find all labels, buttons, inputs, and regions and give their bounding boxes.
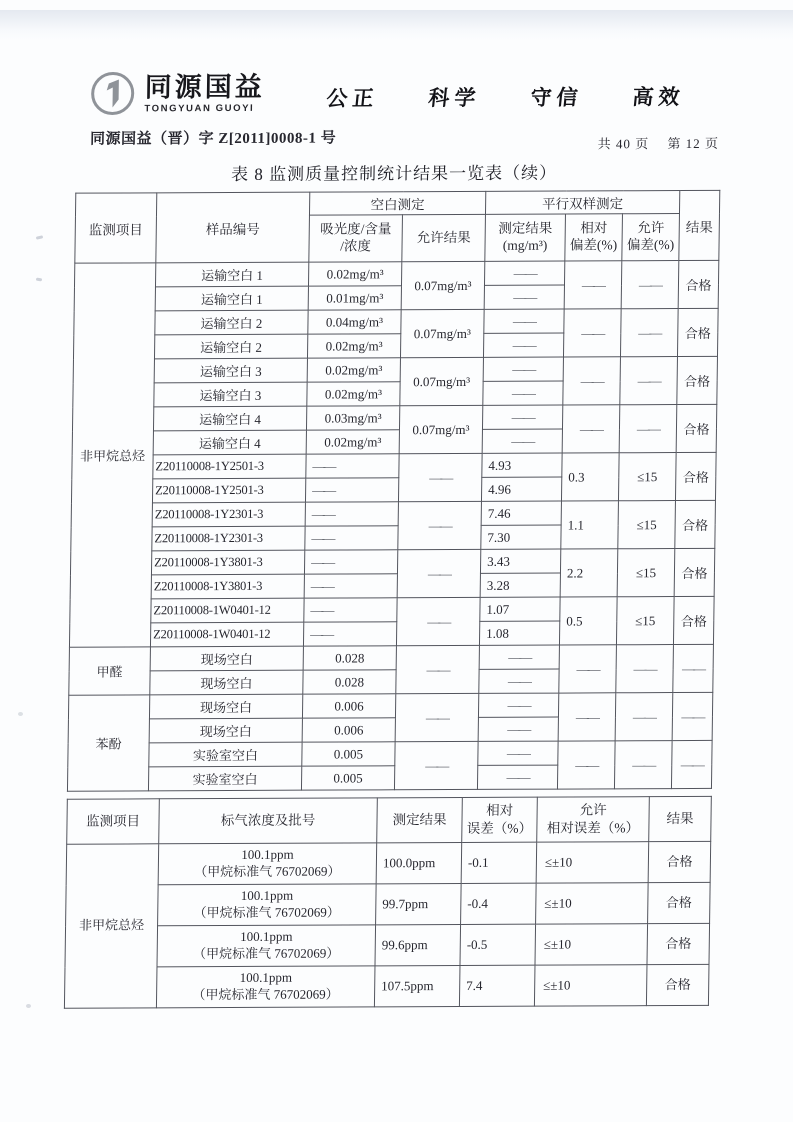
cell-allow: —— (394, 741, 478, 789)
cell-meas: —— (483, 333, 563, 357)
cell-meas: 3.43 (480, 549, 560, 573)
cell-adev: ≤15 (618, 501, 676, 549)
col-header-rel-dev (565, 214, 623, 261)
cell-meas: —— (482, 405, 562, 429)
cell-sample: Z20110008-1Y2301-3 (152, 526, 305, 551)
cell-sample: 运输空白 3 (154, 382, 307, 407)
cell-sample: 实验室空白 (149, 742, 302, 767)
cell-dev: —— (559, 645, 617, 693)
company-logo (88, 69, 265, 118)
cell-meas: —— (484, 285, 564, 309)
cell-blank: —— (304, 574, 397, 598)
cell-dev: 0.3 (561, 453, 619, 501)
cell-dev: 1.1 (561, 501, 619, 549)
cell-meas: —— (479, 669, 559, 693)
table-row (65, 923, 710, 967)
col-header-project: 监测项目 (75, 193, 157, 263)
col-header-measured-line1: 测定结果 (498, 220, 553, 236)
col-header-rel-error (462, 797, 538, 842)
cell-blank: 0.02mg/m³ (307, 334, 400, 358)
col-header-allowed-rel-error (537, 797, 650, 842)
cell-meas: 3.28 (480, 573, 560, 597)
logo-circle-1-icon (88, 69, 137, 117)
cell-blank: —— (304, 598, 397, 622)
col-header-allowed-rel-error-line1: 允许 (579, 802, 607, 818)
cell-adev: ≤15 (618, 453, 676, 501)
cell-allowed-err: ≤±10 (534, 965, 647, 1006)
col-header-rel-dev-line2: 偏差(%) (569, 237, 618, 253)
table-row (68, 740, 712, 767)
cell-meas: —— (478, 693, 558, 717)
cell-sample: 运输空白 4 (153, 430, 306, 455)
cell-sample: Z20110008-1W0401-12 (150, 622, 303, 647)
table-row (72, 404, 716, 431)
cell-err: -0.4 (461, 883, 537, 924)
cell-result: 合格 (675, 500, 716, 548)
cell-result: —— (673, 644, 714, 692)
cell-blank: —— (303, 622, 396, 646)
cell-blank: 0.02mg/m³ (306, 430, 399, 454)
table-header-row (67, 796, 712, 844)
slogan-word: 公正 (325, 87, 380, 111)
cell-sample: Z20110008-1Y2501-3 (153, 454, 306, 479)
cell-meas: 4.96 (481, 477, 561, 501)
col-header-result: 结果 (649, 796, 712, 841)
cell-blank: —— (305, 502, 398, 526)
cell-dev: 2.2 (560, 549, 618, 597)
cell-blank: 0.02mg/m³ (308, 262, 401, 286)
cell-blank: 0.028 (303, 646, 396, 670)
cell-blank: 0.028 (303, 670, 396, 694)
cell-result: 合格 (675, 452, 716, 500)
cell-allow: —— (397, 549, 481, 597)
col-header-rel-error-line2: 误差（%） (466, 820, 533, 836)
col-header-allowed-rel-error-line2: 相对误差（%） (546, 820, 640, 836)
cell-meas: 107.5ppm (374, 965, 460, 1006)
cell-adev: —— (620, 357, 678, 405)
col-header-absorbance (309, 215, 403, 262)
col-header-measured-line2: (mg/m³) (502, 237, 548, 253)
cell-blank: —— (306, 454, 399, 478)
col-group-parallel: 平行双样测定 (485, 191, 679, 215)
cell-result: 合格 (648, 882, 711, 923)
cell-sample: Z20110008-1Y2501-3 (152, 478, 305, 503)
cell-dev: —— (557, 741, 615, 789)
table-row (74, 308, 718, 335)
page-current: 第 12 页 (667, 135, 720, 152)
table-row (71, 500, 715, 527)
slogan (326, 81, 730, 113)
col-header-rel-dev-line1: 相对 (580, 220, 608, 236)
slogan-word: 高效 (631, 86, 686, 110)
cell-sample: Z20110008-1Y3801-3 (151, 550, 304, 575)
col-group-blank: 空白测定 (309, 191, 485, 215)
cell-allow: 0.07mg/m³ (399, 405, 483, 453)
cell-meas: 100.0ppm (376, 842, 462, 883)
table-row (64, 964, 709, 1008)
col-header-sample: 样品编号 (156, 192, 310, 263)
letterhead (0, 67, 792, 118)
cell-blank: 0.02mg/m³ (307, 358, 400, 382)
cell-adev: —— (621, 261, 679, 309)
cell-adev: ≤15 (617, 549, 675, 597)
cell-result: 合格 (646, 964, 709, 1005)
cell-blank: 0.006 (302, 694, 395, 718)
cell-meas: 4.93 (482, 453, 562, 477)
cell-blank: —— (304, 550, 397, 574)
table-row (70, 548, 714, 575)
cell-allow: —— (398, 501, 482, 549)
cell-std-gas-batch: （甲烷标准气 76702069） (194, 863, 341, 880)
cell-blank: 0.005 (301, 766, 394, 790)
cell-dev: 0.5 (559, 597, 617, 645)
brand-name-cn: 同源国益 (144, 71, 265, 103)
col-header-allowed-dev-line1: 允许 (637, 220, 665, 236)
cell-dev: —— (563, 357, 621, 405)
table-row (73, 356, 717, 383)
col-header-measured (485, 214, 566, 261)
cell-std-gas (156, 966, 375, 1008)
table-row (74, 260, 718, 287)
cell-err: -0.5 (460, 924, 536, 965)
cell-result: 合格 (648, 841, 711, 882)
cell-err: 7.4 (459, 965, 535, 1006)
cell-result: —— (672, 692, 713, 740)
cell-meas: 1.07 (480, 597, 560, 621)
cell-adev: —— (620, 309, 678, 357)
cell-sample: 运输空白 2 (155, 310, 308, 335)
cell-sample: 运输空白 1 (155, 262, 308, 287)
cell-result: 合格 (647, 923, 710, 964)
cell-meas: —— (484, 309, 564, 333)
cell-adev: —— (614, 741, 672, 789)
table-row (66, 882, 711, 926)
cell-meas: —— (482, 429, 562, 453)
slogan-word: 科学 (427, 86, 482, 111)
cell-adev: —— (619, 405, 677, 453)
cell-result: 合格 (677, 356, 718, 404)
col-header-allowed-result: 允许结果 (402, 214, 486, 261)
col-header-absorbance-line1: 吸光度/含量 (320, 221, 392, 237)
cell-meas: —— (483, 381, 563, 405)
col-header-rel-error-line1: 相对 (486, 803, 514, 819)
cell-result: 合格 (676, 404, 717, 452)
cell-meas: 99.7ppm (376, 883, 462, 924)
slogan-word: 守信 (529, 86, 584, 110)
cell-blank: 0.006 (302, 718, 395, 742)
cell-sample: 现场空白 (150, 670, 303, 695)
cell-sample: 运输空白 4 (153, 406, 306, 431)
table-title: 表 8 监测质量控制统计结果一览表（续） (230, 163, 558, 184)
cell-blank: 0.01mg/m³ (308, 286, 401, 310)
cell-meas: —— (478, 717, 558, 741)
col-header-allowed-dev-line2: 偏差(%) (626, 237, 675, 253)
document-number: 同源国益（晋）字 Z[2011]0008-1 号 (89, 130, 337, 148)
cell-std-gas-batch: （甲烷标准气 76702069） (192, 945, 340, 962)
cell-sample: 现场空白 (149, 718, 302, 743)
cell-std-gas-conc: 100.1ppm (240, 887, 294, 904)
cell-std-gas (158, 843, 377, 885)
cell-dev: —— (558, 693, 616, 741)
table-header-row (75, 190, 719, 216)
cell-project: 非甲烷总烃 (64, 844, 158, 1008)
cell-blank: 0.005 (302, 742, 395, 766)
cell-allow: —— (398, 453, 482, 501)
cell-allowed-err: ≤±10 (536, 883, 649, 924)
table-row (68, 692, 712, 719)
cell-sample: 运输空白 3 (154, 358, 307, 383)
cell-err: -0.1 (461, 842, 537, 883)
col-header-std-gas: 标气浓度及批号 (159, 798, 378, 844)
cell-allow: 0.07mg/m³ (401, 261, 485, 309)
table-row (66, 841, 711, 885)
cell-sample: 实验室空白 (148, 766, 301, 791)
cell-result: 合格 (678, 260, 719, 308)
cell-allow: —— (396, 645, 480, 693)
cell-sample: 运输空白 1 (155, 286, 308, 311)
cell-allow: —— (396, 597, 480, 645)
cell-meas: 1.08 (479, 621, 559, 645)
cell-sample: Z20110008-1W0401-12 (151, 598, 304, 623)
col-header-measured: 测定结果 (377, 797, 463, 842)
cell-meas: 7.30 (481, 525, 561, 549)
brand-name-en: TONGYUAN GUOYI (144, 102, 255, 115)
cell-dev: —— (564, 261, 622, 309)
cell-std-gas-conc: 100.1ppm (239, 969, 293, 986)
cell-blank: 0.03mg/m³ (306, 406, 399, 430)
cell-dev: —— (563, 309, 621, 357)
cell-project: 甲醛 (69, 647, 151, 695)
table-row (69, 644, 713, 671)
cell-meas: —— (479, 645, 559, 669)
cell-result: 合格 (677, 308, 718, 356)
cell-std-gas-conc: 100.1ppm (241, 846, 294, 863)
col-header-allowed-dev (622, 214, 680, 261)
cell-result: 合格 (674, 548, 715, 596)
col-header-project: 监测项目 (67, 799, 160, 844)
cell-allow: 0.07mg/m³ (400, 309, 484, 357)
pages-total: 共 40 页 (597, 136, 650, 152)
col-header-absorbance-line2: /浓度 (340, 238, 372, 254)
qc-statistics-table (67, 190, 720, 792)
cell-meas: —— (477, 765, 557, 789)
page-indicator (584, 133, 720, 153)
cell-std-gas-conc: 100.1ppm (240, 928, 293, 945)
cell-adev: —— (616, 645, 674, 693)
col-header-result: 结果 (679, 190, 720, 260)
cell-std-gas (157, 925, 376, 967)
cell-allow: —— (395, 693, 479, 741)
cell-project: 非甲烷总烃 (69, 263, 155, 647)
document-meta-line (0, 125, 791, 152)
cell-meas: 7.46 (481, 501, 561, 525)
table-row (70, 596, 714, 623)
cell-result: —— (671, 740, 712, 788)
standard-gas-table (64, 796, 712, 1009)
cell-dev: —— (562, 405, 620, 453)
cell-blank: 0.04mg/m³ (308, 310, 401, 334)
cell-project: 苯酚 (67, 695, 149, 791)
cell-std-gas-batch: （甲烷标准气 76702069） (192, 986, 339, 1003)
cell-sample: 现场空白 (149, 694, 302, 719)
cell-blank: 0.02mg/m³ (307, 382, 400, 406)
cell-sample: Z20110008-1Y3801-3 (151, 574, 304, 599)
cell-meas: 99.6ppm (375, 924, 461, 965)
cell-allowed-err: ≤±10 (536, 842, 649, 883)
cell-meas: —— (483, 357, 563, 381)
table-row (72, 452, 716, 479)
brand-text (144, 72, 265, 115)
cell-allowed-err: ≤±10 (535, 924, 648, 965)
cell-adev: ≤15 (616, 597, 674, 645)
cell-sample: 现场空白 (150, 646, 303, 671)
cell-adev: —— (615, 693, 673, 741)
cell-meas: —— (484, 261, 564, 285)
cell-sample: 运输空白 2 (154, 334, 307, 359)
cell-blank: —— (305, 478, 398, 502)
cell-sample: Z20110008-1Y2301-3 (152, 502, 305, 527)
cell-blank: —— (305, 526, 398, 550)
cell-result: 合格 (673, 596, 714, 644)
cell-std-gas (158, 884, 377, 926)
cell-meas: —— (478, 741, 558, 765)
cell-std-gas-batch: （甲烷标准气 76702069） (193, 904, 340, 921)
cell-allow: 0.07mg/m³ (400, 357, 484, 405)
